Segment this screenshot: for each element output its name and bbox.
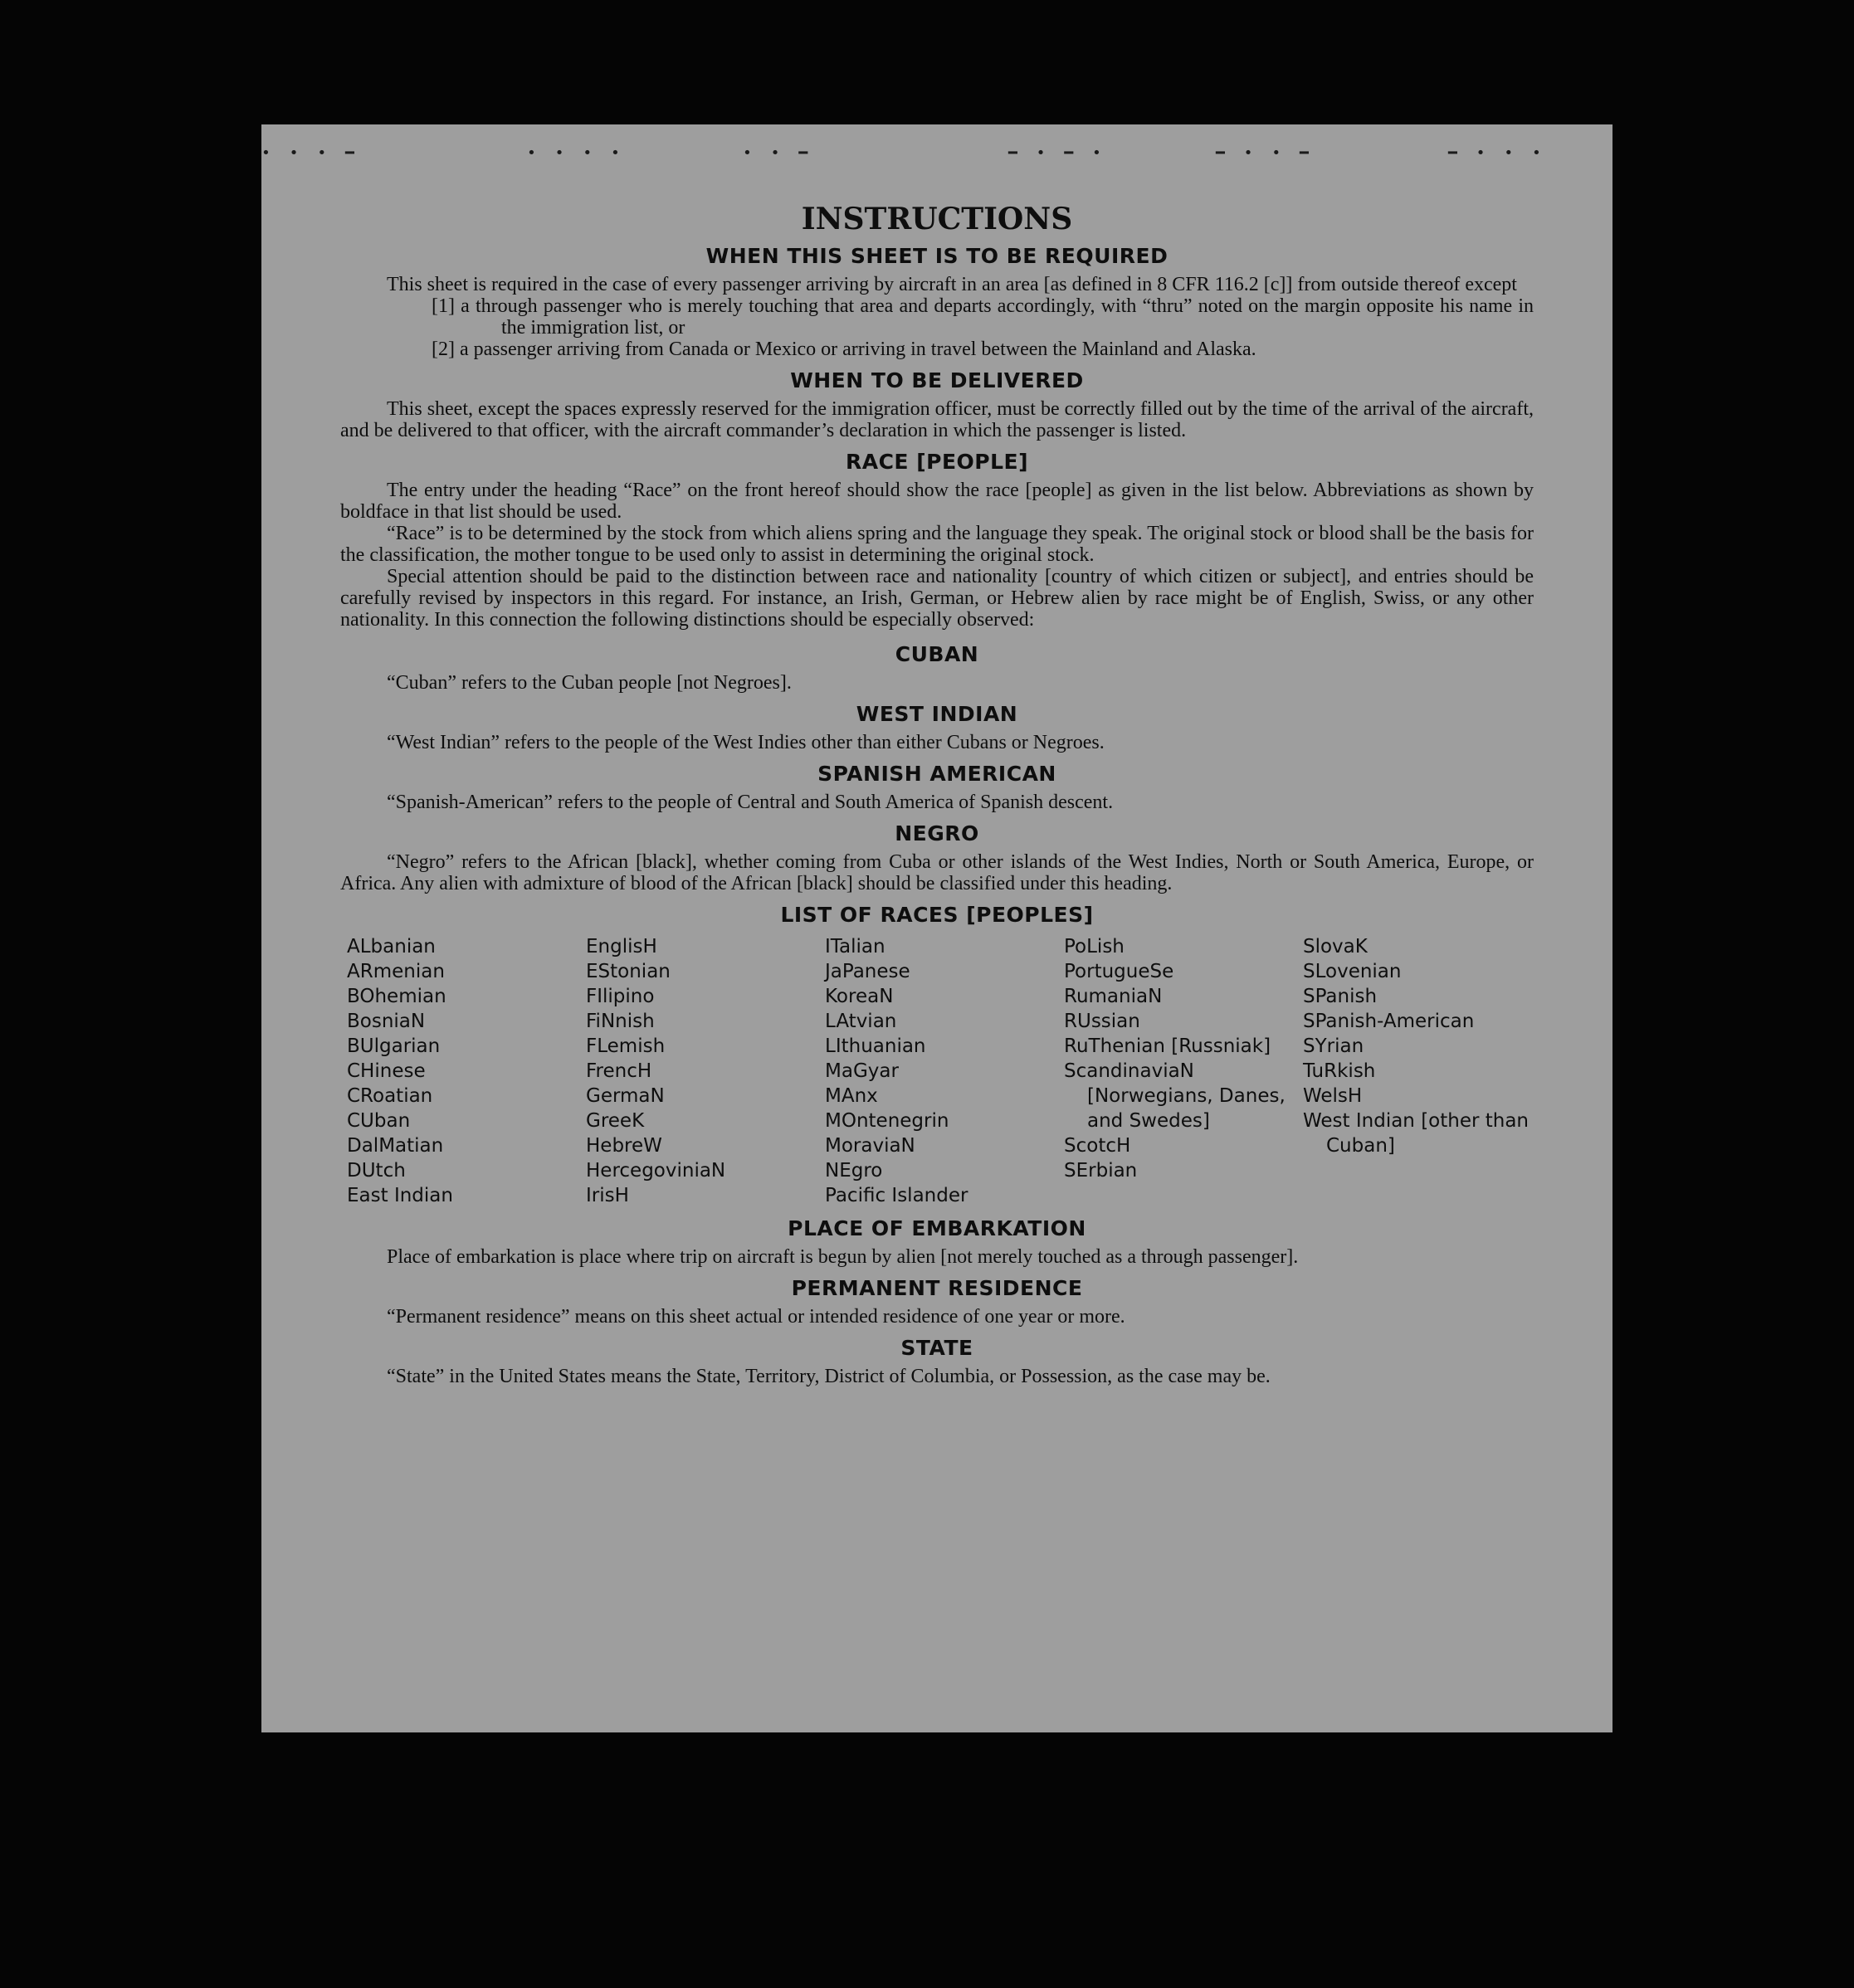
permanent-residence-text: “Permanent residence” means on this sheet actual or intended residence of one year or more.	[387, 1306, 1125, 1328]
race-entry: SLovenian	[1303, 961, 1402, 982]
race-paragraph: The entry under the heading “Race” on the front hereof should show the race [people] as given in the list below. Abbreviations as shown by boldface in that list should be used.	[340, 480, 1534, 523]
race-entry: BUlgarian	[347, 1035, 441, 1057]
exception-item: [2] a passenger arriving from Canada or Mexico or arriving in travel between the Mainland and Alaska.	[432, 339, 1256, 360]
race-entry: East Indian	[347, 1185, 453, 1206]
speck: • • ━	[743, 144, 813, 162]
negro-text: “Negro” refers to the African [black], whether coming from Cuba or other islands of the West Indies, North or South America, Europe, or Africa. Any alien with admixture of blood of the African [black] should be classified under this heading.	[340, 851, 1534, 894]
race-entry: HebreW	[586, 1135, 662, 1157]
race-column	[586, 934, 817, 1208]
race-entry: RumaniaN	[1064, 986, 1163, 1007]
race-column	[1303, 934, 1534, 1208]
race-entry: EStonian	[586, 961, 671, 982]
race-entry: DalMatian	[347, 1135, 444, 1157]
race-paragraph: Special attention should be paid to the distinction between race and nationality [country of which citizen or subject], and entries should be carefully revised by inspectors in this regard. For instance, an Irish, German, or Hebrew alien by race might be of English, Swiss, or any other nationality. In this connection the following distinctions should be especially observed:	[340, 566, 1534, 631]
race-entry: FLemish	[586, 1035, 666, 1057]
heading-when-delivered: WHEN TO BE DELIVERED	[790, 368, 1084, 392]
speck: • • • •	[527, 144, 625, 162]
race-entry: MOntenegrin	[825, 1110, 949, 1132]
race-list	[347, 934, 1534, 1208]
heading-negro: NEGRO	[895, 821, 979, 845]
when-required-intro: This sheet is required in the case of every passenger arriving by aircraft in an area [as defined in 8 CFR 116.2 [c]] from outside thereof except	[387, 274, 1517, 295]
race-entry: HercegoviniaN	[586, 1160, 726, 1182]
race-entry: FIlipino	[586, 986, 655, 1007]
exception-list	[432, 295, 1534, 360]
race-entry: RUssian	[1064, 1011, 1140, 1032]
race-entry: LAtvian	[825, 1011, 897, 1032]
heading-permanent-residence: PERMANENT RESIDENCE	[791, 1276, 1083, 1300]
race-entry: PoLish	[1064, 936, 1125, 957]
state-text: “State” in the United States means the State, Territory, District of Columbia, or Possession, as the case may be.	[387, 1366, 1271, 1387]
race-entry: KoreaN	[825, 986, 894, 1007]
race-entry: WelsH	[1303, 1085, 1363, 1107]
race-entry: GreeK	[586, 1110, 645, 1132]
race-entry: JaPanese	[825, 961, 910, 982]
race-entry: ScotcH	[1064, 1135, 1131, 1157]
speck: • • • ━	[261, 144, 359, 162]
race-entry: MaGyar	[825, 1060, 899, 1082]
heading-list-of-races: LIST OF RACES [PEOPLES]	[780, 903, 1094, 927]
race-entry: West Indian [other than Cuban]	[1303, 1110, 1530, 1157]
race-column	[1064, 934, 1295, 1208]
race-paragraph: “Race” is to be determined by the stock from which aliens spring and the language they speak. The original stock or blood shall be the basis for the classification, the mother tongue to be used only to assist in determining the original stock.	[340, 523, 1534, 566]
heading-cuban: CUBAN	[895, 642, 979, 666]
race-entry: NEgro	[825, 1160, 883, 1182]
race-entry: MAnx	[825, 1085, 878, 1107]
race-entry: RuThenian [Russniak]	[1064, 1035, 1271, 1057]
race-entry: BOhemian	[347, 986, 446, 1007]
page-title: INSTRUCTIONS	[801, 202, 1073, 236]
race-column	[347, 934, 578, 1208]
race-entry: EnglisH	[586, 936, 657, 957]
west-indian-text: “West Indian” refers to the people of the West Indies other than either Cubans or Negroes.	[387, 732, 1105, 753]
exception-item: [1] a through passenger who is merely touching that area and departs accordingly, with “thru” noted on the margin opposite his name in the immigration list, or	[432, 295, 1534, 339]
race-entry: CRoatian	[347, 1085, 433, 1107]
race-entry: SYrian	[1303, 1035, 1364, 1057]
race-entry: LIthuanian	[825, 1035, 926, 1057]
heading-when-required: WHEN THIS SHEET IS TO BE REQUIRED	[705, 244, 1169, 268]
race-entry: MoraviaN	[825, 1135, 915, 1157]
race-entry: IrisH	[586, 1185, 629, 1206]
race-entry: DUtch	[347, 1160, 406, 1182]
race-entry: BosniaN	[347, 1011, 426, 1032]
speck: ━ • • •	[1448, 144, 1546, 162]
speck: ━ • • ━	[1216, 144, 1314, 162]
speck: ━ • ━ •	[1008, 144, 1106, 162]
embarkation-text: Place of embarkation is place where trip on aircraft is begun by alien [not merely touched as a through passenger].	[387, 1246, 1299, 1268]
when-delivered-text: This sheet, except the spaces expressly reserved for the immigration officer, must be correctly filled out by the time of the arrival of the aircraft, and be delivered to that officer, with the aircraft commander’s declaration in which the passenger is listed.	[340, 398, 1534, 441]
heading-race: RACE [PEOPLE]	[845, 450, 1029, 474]
race-entry: SlovaK	[1303, 936, 1368, 957]
race-entry: TuRkish	[1303, 1060, 1376, 1082]
cuban-text: “Cuban” refers to the Cuban people [not Negroes].	[387, 672, 792, 694]
race-entry: ALbanian	[347, 936, 436, 957]
race-entry: GermaN	[586, 1085, 665, 1107]
spanish-american-text: “Spanish-American” refers to the people of Central and South America of Spanish descent.	[387, 792, 1114, 813]
race-entry: SPanish	[1303, 986, 1378, 1007]
heading-spanish-american: SPANISH AMERICAN	[817, 762, 1056, 786]
heading-west-indian: WEST INDIAN	[856, 702, 1018, 726]
race-entry: FrencH	[586, 1060, 652, 1082]
race-entry: CHinese	[347, 1060, 426, 1082]
document-sheet	[261, 124, 1612, 1732]
race-entry: SErbian	[1064, 1160, 1138, 1182]
race-entry: SPanish-American	[1303, 1011, 1475, 1032]
race-entry: ARmenian	[347, 961, 445, 982]
heading-state: STATE	[900, 1336, 973, 1360]
race-entry: PortugueSe	[1064, 961, 1174, 982]
race-column	[825, 934, 1056, 1208]
race-entry: CUban	[347, 1110, 411, 1132]
race-entry: ScandinaviaN [Norwegians, Danes, and Swedes]	[1064, 1060, 1286, 1132]
heading-embarkation: PLACE OF EMBARKATION	[788, 1216, 1086, 1240]
race-entry: FiNnish	[586, 1011, 655, 1032]
race-entry: ITalian	[825, 936, 886, 957]
race-entry: Pacific Islander	[825, 1185, 968, 1206]
